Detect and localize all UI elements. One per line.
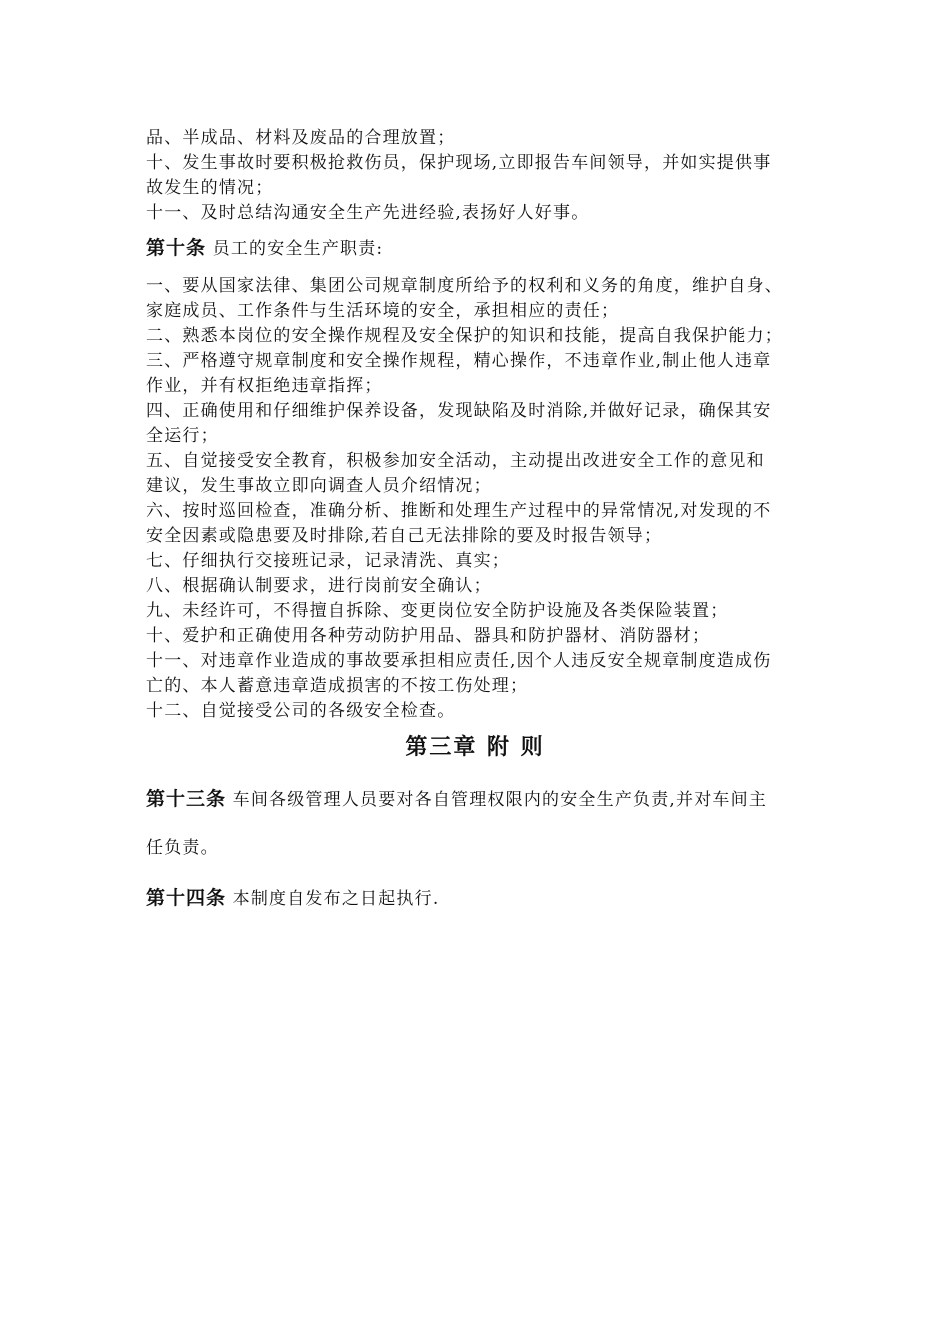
text-line: 故发生的情况； [146, 178, 274, 198]
text-line: 十一、及时总结沟通安全生产先进经验,表扬好人好事。 [146, 203, 590, 223]
article-14-text: 本制度自发布之日起执行. [226, 889, 440, 909]
duty-line: 亡的、本人蓄意违章造成损害的不按工伤处理； [146, 676, 529, 696]
duty-line: 二、熟悉本岗位的安全操作规程及安全保护的知识和技能，提高自我保护能力； [146, 326, 783, 346]
duty-line: 十二、自觉接受公司的各级安全检查。 [146, 701, 456, 721]
duty-line: 家庭成员、工作条件与生活环境的安全，承担相应的责任； [146, 301, 620, 321]
duty-line: 九、未经许可，不得擅自拆除、变更岗位安全防护设施及各类保险装置； [146, 601, 729, 621]
duty-line: 十一、对违章作业造成的事故要承担相应责任,因个人违反安全规章制度造成伤 [146, 651, 772, 671]
article-10-title: 第十条 [146, 237, 207, 259]
article-13-text: 车间各级管理人员要对各自管理权限内的安全生产负责,并对车间主 [226, 790, 768, 810]
chapter-3-heading: 第三章 附 则 [405, 734, 545, 760]
article-13-title: 第十三条 [146, 788, 227, 810]
article-13-continuation: 任负责。 [146, 838, 219, 858]
article-13-heading [146, 785, 767, 814]
duty-line: 安全因素或隐患要及时排除,若自己无法排除的要及时报告领导； [146, 526, 663, 546]
duty-line: 四、正确使用和仔细维护保养设备，发现缺陷及时消除,并做好记录，确保其安 [146, 401, 772, 421]
duty-line: 十、爱护和正确使用各种劳动防护用品、器具和防护器材、消防器材； [146, 626, 711, 646]
duty-line: 三、严格遵守规章制度和安全操作规程，精心操作，不违章作业,制止他人违章 [146, 351, 772, 371]
duty-line: 全运行； [146, 426, 219, 446]
article-10-heading [146, 234, 383, 263]
duty-line: 八、根据确认制要求，进行岗前安全确认； [146, 576, 492, 596]
duty-line: 六、按时巡回检查，准确分析、推断和处理生产过程中的异常情况,对发现的不 [146, 501, 772, 521]
text-line: 品、半成品、材料及废品的合理放置； [146, 128, 456, 148]
article-14-heading [146, 884, 439, 913]
duty-line: 一、要从国家法律、集团公司规章制度所给予的权利和义务的角度，维护自身、 [146, 276, 783, 296]
duty-line: 作业，并有权拒绝违章指挥； [146, 376, 383, 396]
article-14-title: 第十四条 [146, 887, 227, 909]
article-10-text: 员工的安全生产职责: [206, 239, 384, 259]
duty-line: 七、仔细执行交接班记录，记录清洗、真实； [146, 551, 510, 571]
duty-line: 五、自觉接受安全教育，积极参加安全活动，主动提出改进安全工作的意见和 [146, 451, 765, 471]
text-line: 十、发生事故时要积极抢救伤员，保护现场,立即报告车间领导，并如实提供事 [146, 153, 772, 173]
duty-line: 建议，发生事故立即向调查人员介绍情况； [146, 476, 492, 496]
